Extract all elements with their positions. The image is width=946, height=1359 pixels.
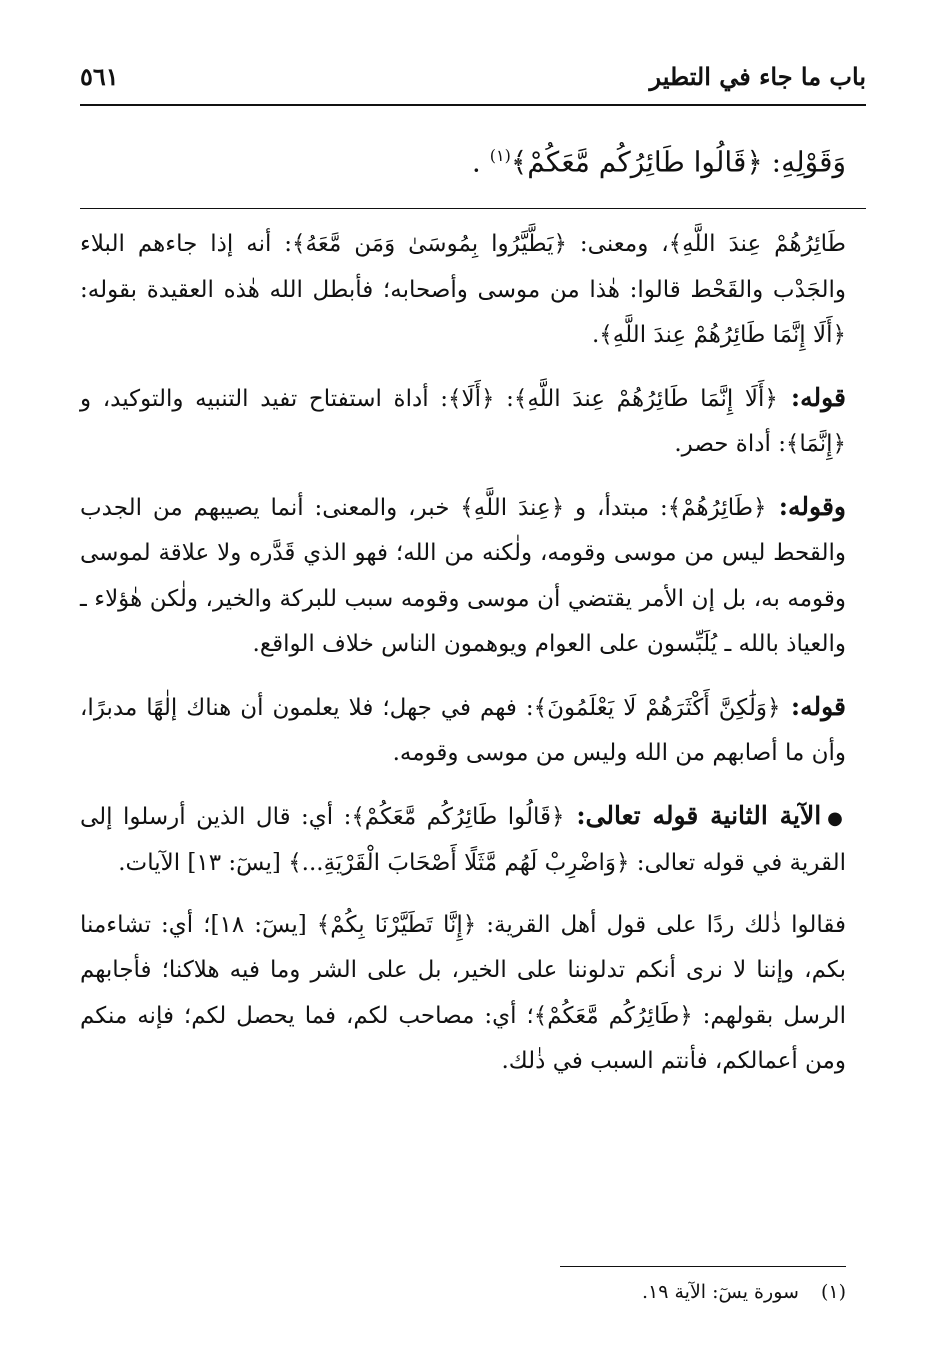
page-number: ٥٦١ [80, 61, 119, 91]
paragraph-text: فقالوا ذٰلك ردًا على قول أهل القرية: ﴿إِنَّا تَطَيَّرْنَا بِكُمْ﴾ [يسٓ: ١٨]؛ أي: تشاءمنا بكم، وإننا لا نرى أنكم تدلوننا على الخير، بل على الشر وما فيه هلاكنا؛ فأجابهم الرسل بقولهم: ﴿طَائِرُكُم مَّعَكُمْ﴾؛ أي: مصاحب لكم، فما يحصل لكم؛ فإنه منكم ومن أعمالكم، فأنتم السبب في ذٰلك. [80, 911, 846, 1074]
paragraph-4 [80, 684, 846, 777]
quote-lead: وَقَوْلِهِ: [762, 145, 846, 179]
footnote-marker: (١) [820, 1281, 846, 1303]
footnote-rule [560, 1266, 846, 1267]
paragraph-lead: قوله: [780, 691, 846, 721]
paragraph-text: ﴿وَلَٰكِنَّ أَكْثَرَهُمْ لَا يَعْلَمُونَ﴾: فهم في جهل؛ فلا يعلمون أن هناك إلٰهًا مدبرًا، وأن ما أصابهم من الله وليس من موسى وقومه. [80, 694, 846, 766]
body-text [80, 222, 846, 1101]
footnote-reference: (١) [489, 146, 511, 165]
paragraph-text: ﴿طَائِرُهُمْ﴾: مبتدأ، و ﴿عِندَ اللَّهِ﴾ خبر، والمعنى: أنما يصيبهم من الجدب والقحط ليس من موسى وقومه، ولٰكنه من الله؛ فهو الذي قَدَّره ولا علاقة لموسى وقومه به، بل إن الأمر يقتضي أن موسى وقومه سبب للبركة والخير، ولٰكن هٰؤلاء ـ والعياذ بالله ـ يُلَبِّسون على العوام ويوهمون الناس خلاف الواقع. [80, 494, 846, 657]
footnote-text: سورة يسٓ: الآية ١٩. [641, 1281, 799, 1303]
header-rule [80, 104, 866, 106]
paragraph-1 [80, 222, 846, 359]
running-title: باب ما جاء في التطير [649, 61, 866, 91]
section-rule [80, 208, 866, 209]
bullet-icon: ● [827, 807, 846, 829]
footnote [400, 1274, 846, 1314]
paragraph-2 [80, 375, 846, 468]
paragraph-lead: الآية الثانية قوله تعالى: [564, 800, 822, 830]
page-header [80, 52, 866, 100]
paragraph-6 [80, 903, 846, 1085]
paragraph-text: ﴿قَالُوا طَائِرُكُم مَّعَكُمْ﴾: أي: قال الذين أرسلوا إلى القرية في قوله تعالى: ﴿وَاضْرِبْ لَهُم مَّثَلًا أَصْحَابَ الْقَرْيَةِ...﴾ [يسٓ: ١٣] الآيات. [80, 803, 846, 876]
quote-verse: ﴿قَالُوا طَائِرُكُم مَّعَكُمْ﴾ [510, 145, 763, 179]
paragraph-lead: وقوله: [766, 491, 846, 521]
paragraph-3 [80, 484, 846, 668]
paragraph-5 [80, 793, 846, 887]
paragraph-text: طَائِرُهُمْ عِندَ اللَّهِ﴾، ومعنى: ﴿يَطَّيَّرُوا بِمُوسَىٰ وَمَن مَّعَهُ﴾: أنه إذا جاءهم البلاء والجَدْب والقَحْط قالوا: هٰذا من موسى وأصحابه؛ فأبطل الله هٰذه العقيدة بقوله: ﴿أَلَا إِنَّمَا طَائِرُهُمْ عِندَ اللَّهِ﴾. [80, 231, 846, 348]
quote-end: . [471, 145, 490, 179]
paragraph-lead: قوله: [777, 382, 846, 412]
paragraph-text: ﴿أَلَا إِنَّمَا طَائِرُهُمْ عِندَ اللَّهِ﴾: ﴿أَلَا﴾: أداة استفتاح تفيد التنبيه والتوكيد، و ﴿إِنَّمَا﴾: أداة حصر. [80, 385, 846, 457]
quote-line [80, 128, 846, 188]
